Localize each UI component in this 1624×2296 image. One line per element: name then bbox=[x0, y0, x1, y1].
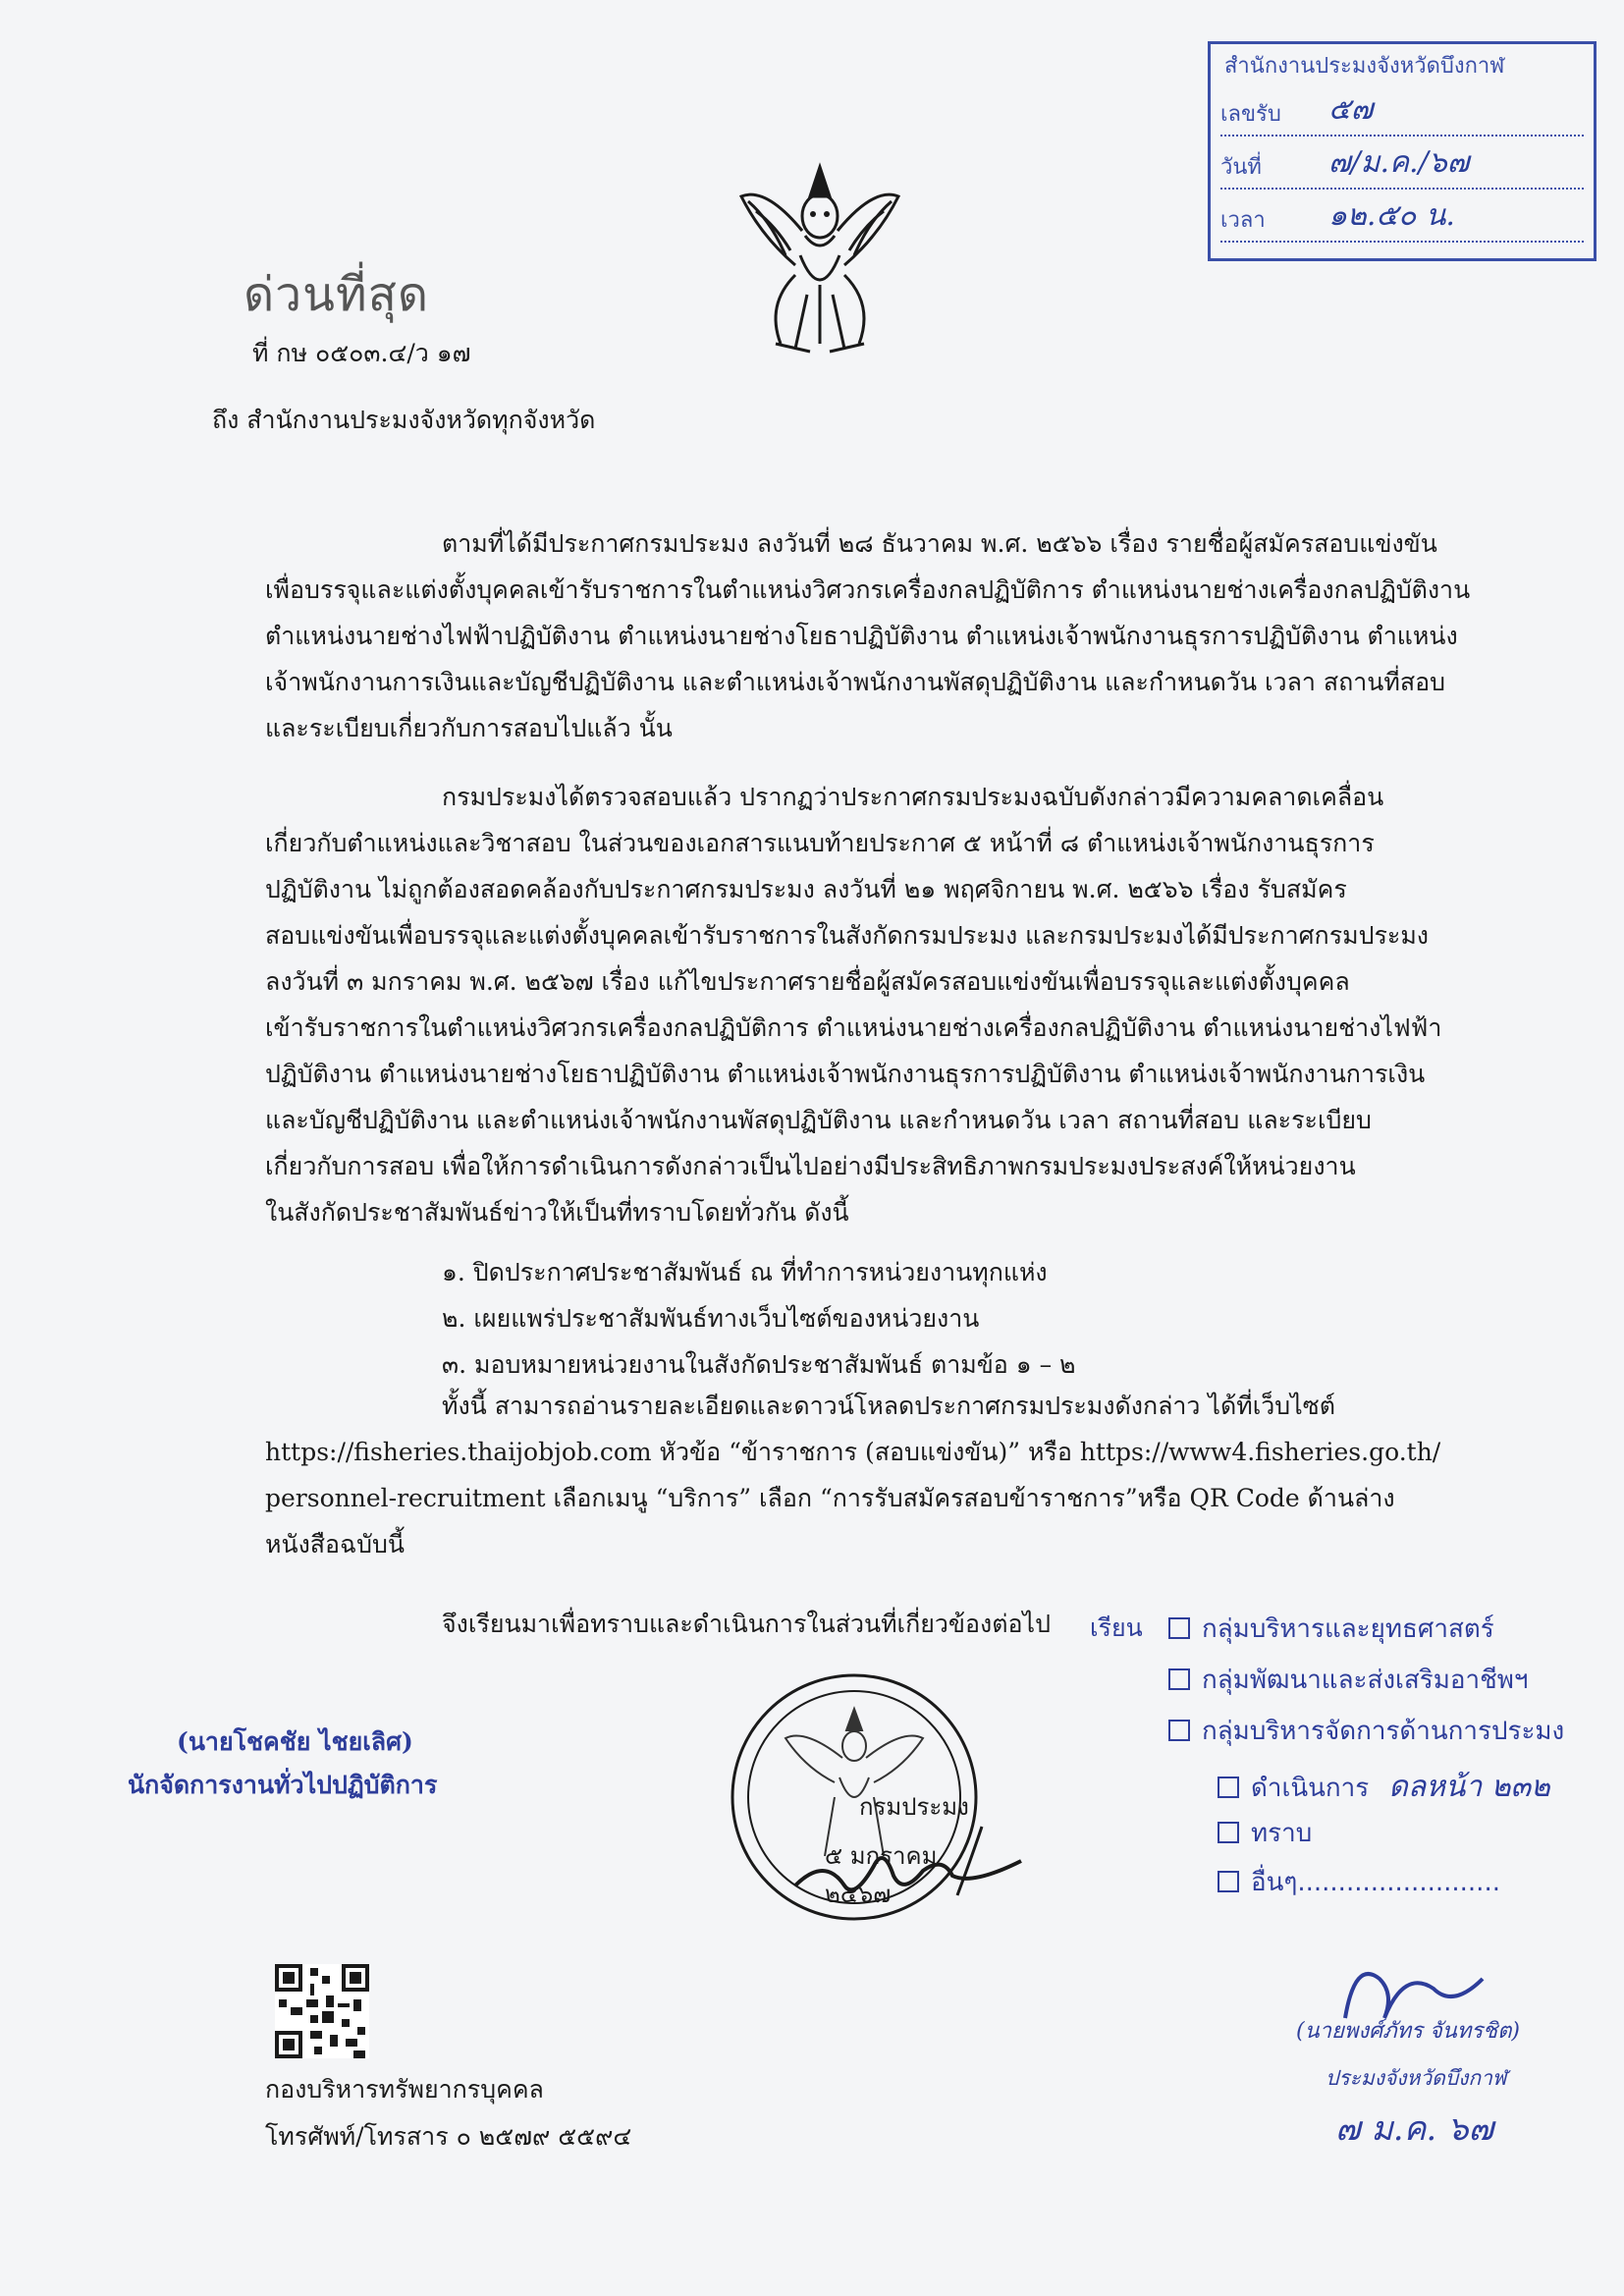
routing-action-label: อื่นๆ......................... bbox=[1251, 1868, 1500, 1897]
paragraph-2-line: ลงวันที่ ๓ มกราคม พ.ศ. ๒๕๖๗ เรื่อง แก้ไขประกาศรายชื่อผู้สมัครสอบแข่งขันเพื่อบรรจุและแต่งตั้งบุคคล bbox=[265, 967, 1350, 996]
paragraph-3-line: personnel-recruitment เลือกเมนู “บริการ” เลือก “การรับสมัครสอบข้าราชการ”หรือ QR Code ด้านล่าง bbox=[265, 1484, 1395, 1512]
paragraph-1-line: และระเบียบเกี่ยวกับการสอบไปแล้ว นั้น bbox=[265, 714, 673, 742]
closing-line: จึงเรียนมาเพื่อทราบและดำเนินการในส่วนที่เกี่ยวข้องต่อไป bbox=[442, 1610, 1051, 1638]
sender-name: (นายโชคชัย ไชยเลิศ) bbox=[177, 1727, 413, 1756]
paragraph-2-line: ปฏิบัติงาน ตำแหน่งนายช่างโยธาปฏิบัติงาน ตำแหน่งเจ้าพนักงานธุรการปฏิบัติงาน ตำแหน่งเจ้าพนักงานการเงิน bbox=[265, 1060, 1426, 1088]
paragraph-2-line: ปฏิบัติงาน ไม่ถูกต้องสอดคล้องกับประกาศกรมประมง ลงวันที่ ๒๑ พฤศจิกายน พ.ศ. ๒๕๖๖ เรื่อง รับสมัคร bbox=[265, 875, 1347, 903]
paragraph-3 bbox=[265, 1383, 1443, 1567]
paragraph-2-line: สอบแข่งขันเพื่อบรรจุและแต่งตั้งบุคคลเข้ารับราชการในสังกัดกรมประมง และกรมประมงได้มีประกาศกรมประมง bbox=[265, 921, 1430, 950]
paragraph-1-line: ตำแหน่งนายช่างไฟฟ้าปฏิบัติงาน ตำแหน่งนายช่างโยธาปฏิบัติงาน ตำแหน่งเจ้าพนักงานธุรการปฏิบัติงาน ตำแหน่ง bbox=[265, 622, 1458, 650]
routing-action[interactable] bbox=[1218, 1764, 1550, 1810]
receive-stamp-date-row bbox=[1220, 140, 1584, 190]
paragraph-1-line: เพื่อบรรจุและแต่งตั้งบุคคลเข้ารับราชการในตำแหน่งวิศวกรเครื่องกลปฏิบัติการ ตำแหน่งนายช่างเครื่องกลปฏิบัติงาน bbox=[265, 575, 1471, 604]
paragraph-1-line: ตามที่ได้มีประกาศกรมประมง ลงวันที่ ๒๘ ธันวาคม พ.ศ. ๒๕๖๖ เรื่อง รายชื่อผู้สมัครสอบแข่งขัน bbox=[442, 529, 1437, 558]
receive-stamp-date-label: วันที่ bbox=[1220, 155, 1262, 180]
checkbox-icon[interactable] bbox=[1168, 1668, 1190, 1690]
paragraph-2-line: เข้ารับราชการในตำแหน่งวิศวกรเครื่องกลปฏิบัติการ ตำแหน่งนายช่างเครื่องกลปฏิบัติงาน ตำแหน่งนายช่างไฟฟ้า bbox=[265, 1013, 1442, 1042]
paragraph-3-line: https://fisheries.thaijobjob.com หัวข้อ “ข้าราชการ (สอบแข่งขัน)” หรือ https://www4.fisheries.go.th/ bbox=[265, 1438, 1441, 1466]
seal-date: ๕ มกราคม ๒๕๖๗ bbox=[825, 1842, 938, 1908]
routing-option-label: กลุ่มบริหารและยุทธศาสตร์ bbox=[1202, 1614, 1494, 1644]
paragraph-3-line: หนังสือฉบับนี้ bbox=[265, 1530, 405, 1558]
receive-stamp-no-value: ๕๗ bbox=[1328, 92, 1374, 127]
checkbox-icon[interactable] bbox=[1168, 1720, 1190, 1741]
checkbox-icon[interactable] bbox=[1218, 1871, 1239, 1892]
governor-name: (นายพงศ์ภัทร จันทรชิต) bbox=[1296, 2019, 1520, 2044]
routing-action[interactable] bbox=[1218, 1813, 1312, 1853]
recipient-line: ถึง สำนักงานประมงจังหวัดทุกจังหวัด bbox=[212, 406, 596, 434]
paragraph-2-line: กรมประมงได้ตรวจสอบแล้ว ปรากฏว่าประกาศกรมประมงฉบับดังกล่าวมีความคลาดเคลื่อน bbox=[442, 783, 1384, 811]
garuda-emblem-icon bbox=[736, 157, 903, 358]
paragraph-1-line: เจ้าพนักงานการเงินและบัญชีปฏิบัติงาน และตำแหน่งเจ้าพนักงานพัสดุปฏิบัติงาน และกำหนดวัน เวลา สถานที่สอบ bbox=[265, 668, 1446, 696]
receive-stamp-no-row bbox=[1220, 87, 1584, 137]
list-item: ๒. เผยแพร่ประชาสัมพันธ์ทางเว็บไซต์ของหน่วยงาน bbox=[442, 1304, 980, 1333]
sender-title: นักจัดการงานทั่วไปปฏิบัติการ bbox=[128, 1771, 438, 1799]
receive-stamp-date-value: ๗/ม.ค./๖๗ bbox=[1328, 145, 1470, 180]
routing-action-note: ดลหน้า ๒๓๒ bbox=[1388, 1770, 1550, 1804]
qr-code-icon[interactable] bbox=[275, 1964, 369, 2058]
receive-stamp bbox=[1208, 41, 1597, 261]
routing-option-label: กลุ่มพัฒนาและส่งเสริมอาชีพฯ bbox=[1202, 1666, 1529, 1695]
checkbox-icon[interactable] bbox=[1218, 1822, 1239, 1843]
routing-salutation: เรียน bbox=[1090, 1613, 1143, 1642]
routing-action-label: ทราบ bbox=[1251, 1819, 1313, 1848]
routing-option[interactable] bbox=[1168, 1609, 1494, 1649]
list-item: ๑. ปิดประกาศประชาสัมพันธ์ ณ ที่ทำการหน่วยงานทุกแห่ง bbox=[442, 1258, 1048, 1286]
paragraph-3-line: ทั้งนี้ สามารถอ่านรายละเอียดและดาวน์โหลดประกาศกรมประมงดังกล่าว ได้ที่เว็บไซต์ bbox=[442, 1392, 1335, 1420]
action-items-list bbox=[265, 1249, 1443, 1388]
routing-option-label: กลุ่มบริหารจัดการด้านการประมง bbox=[1202, 1717, 1565, 1746]
receive-stamp-time-row bbox=[1220, 193, 1584, 243]
checkbox-icon[interactable] bbox=[1218, 1777, 1239, 1798]
receive-stamp-time-label: เวลา bbox=[1220, 208, 1266, 233]
routing-option[interactable] bbox=[1168, 1660, 1529, 1700]
paragraph-2-line: เกี่ยวกับการสอบ เพื่อให้การดำเนินการดังกล่าวเป็นไปอย่างมีประสิทธิภาพกรมประมงประสงค์ให้หน่วยงาน bbox=[265, 1152, 1356, 1180]
checkbox-icon[interactable] bbox=[1168, 1617, 1190, 1639]
governor-title: ประมงจังหวัดบึงกาฬ bbox=[1326, 2066, 1507, 2090]
signature-icon bbox=[785, 1817, 1041, 1905]
urgency-label: ด่วนที่สุด bbox=[244, 267, 430, 322]
official-seal bbox=[727, 1669, 982, 1925]
seal-org: กรมประมง bbox=[859, 1793, 969, 1821]
receive-stamp-time-value: ๑๒.๕๐ น. bbox=[1328, 198, 1455, 233]
routing-action-label: ดำเนินการ bbox=[1251, 1774, 1370, 1803]
paragraph-2 bbox=[265, 774, 1443, 1235]
phone-fax: โทรศัพท์/โทรสาร ๐ ๒๕๗๙ ๕๕๙๔ bbox=[265, 2122, 632, 2151]
receive-stamp-no-label: เลขรับ bbox=[1220, 102, 1281, 127]
list-item: ๓. มอบหมายหน่วยงานในสังกัดประชาสัมพันธ์ ตามข้อ ๑ – ๒ bbox=[442, 1350, 1076, 1379]
routing-option[interactable] bbox=[1168, 1711, 1564, 1751]
paragraph-2-line: เกี่ยวกับตำแหน่งและวิชาสอบ ในส่วนของเอกสารแนบท้ายประกาศ ๕ หน้าที่ ๘ ตำแหน่งเจ้าพนักงานธุรการ bbox=[265, 829, 1375, 857]
governor-initials: ๗ ม.ค. ๖๗ bbox=[1335, 2109, 1494, 2149]
paragraph-1 bbox=[265, 520, 1471, 751]
department: กองบริหารทรัพยากรบุคคล bbox=[265, 2075, 544, 2104]
paragraph-2-line: ในสังกัดประชาสัมพันธ์ข่าวให้เป็นที่ทราบโดยทั่วกัน ดังนี้ bbox=[265, 1198, 849, 1227]
paragraph-2-line: และบัญชีปฏิบัติงาน และตำแหน่งเจ้าพนักงานพัสดุปฏิบัติงาน และกำหนดวัน เวลา สถานที่สอบ และระเบียบ bbox=[265, 1106, 1372, 1134]
routing-action[interactable] bbox=[1218, 1862, 1500, 1902]
receive-stamp-office: สำนักงานประมงจังหวัดบึงกาฬ bbox=[1224, 54, 1505, 79]
document-number: ที่ กษ ๐๕๐๓.๔/ว ๑๗ bbox=[252, 339, 471, 367]
